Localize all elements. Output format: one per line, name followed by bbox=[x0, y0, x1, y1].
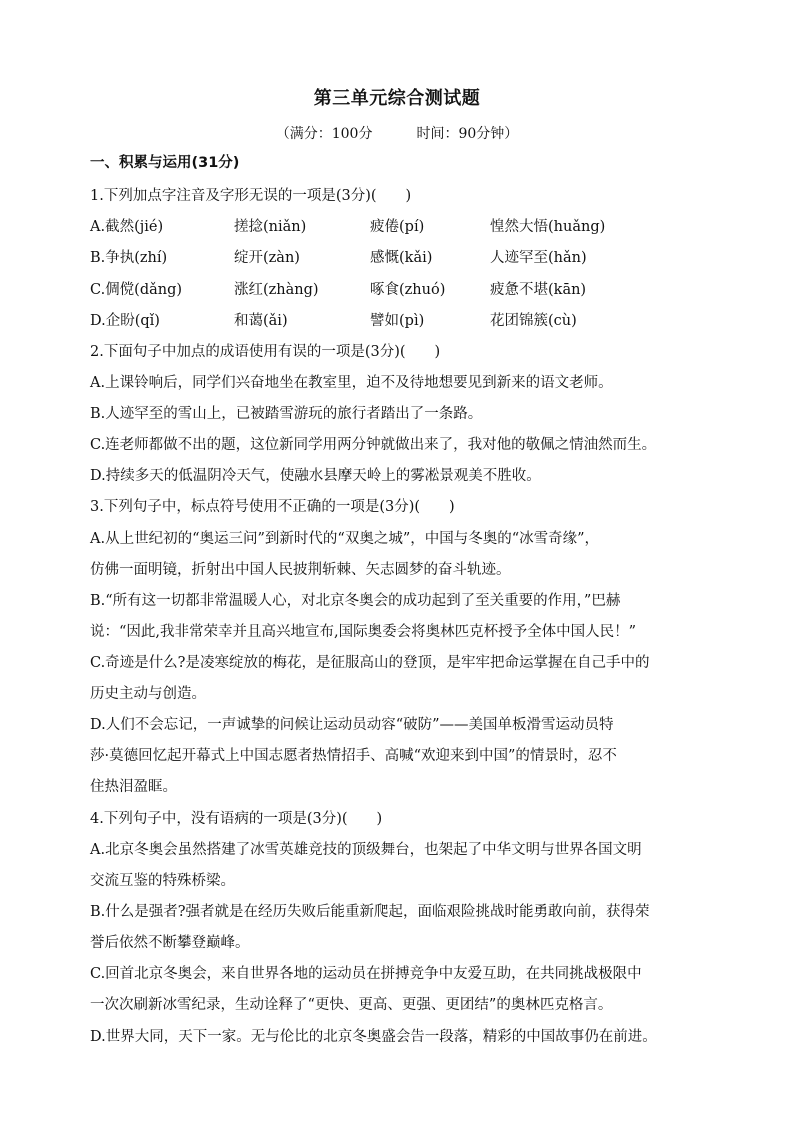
q1-option: 惶然大悟(huǎng) bbox=[490, 219, 606, 235]
q4-option-b: B.什么是强者?强者就是在经历失败后能重新爬起，面临艰险挑战时能勇敢向前，获得荣 bbox=[90, 904, 650, 920]
q2-option-c: C.连老师都做不出的题，这位新同学用两分钟就做出来了，我对他的敬佩之情油然而生。 bbox=[90, 437, 657, 453]
question-3-stem: 3.下列句子中，标点符号使用不正确的一项是(3分)( ) bbox=[90, 499, 455, 515]
q1-option: 搓捻(niǎn) bbox=[234, 219, 307, 235]
q1-option: C.倜傥(dǎng) bbox=[90, 282, 183, 298]
q1-option: 疲惫不堪(kān) bbox=[490, 282, 587, 298]
q4-option-d: D.世界大同，天下一家。无与伦比的北京冬奥盛会告一段落，精彩的中国故事仍在前进。 bbox=[90, 1029, 657, 1045]
q3-option-b-cont: 说：“因此,我非常荣幸并且高兴地宣布,国际奥委会将奥林匹克杯授予全体中国人民！” bbox=[90, 624, 637, 640]
q1-option: 和蔼(ǎi) bbox=[234, 313, 288, 329]
q3-option-a: A.从上世纪初的“奥运三问”到新时代的“双奥之城”，中国与冬奥的“冰雪奇缘”， bbox=[90, 531, 600, 547]
q1-option: 人迹罕至(hǎn) bbox=[490, 250, 587, 266]
q1-option: 疲倦(pí) bbox=[370, 219, 425, 235]
q3-option-c-cont: 历史主动与创造。 bbox=[90, 686, 206, 702]
q1-option: B.争执(zhí) bbox=[90, 250, 168, 266]
question-1-stem: 1.下列加点字注音及字形无误的一项是(3分)( ) bbox=[90, 188, 412, 204]
q3-option-c: C.奇迹是什么?是凌寒绽放的梅花，是征服高山的登顶，是牢牢把命运掌握在自己手中的 bbox=[90, 655, 650, 671]
q3-option-b: B.“所有这一切都非常温暖人心，对北京冬奥会的成功起到了至关重要的作用，”巴赫 bbox=[90, 593, 621, 609]
section-heading: 一、积累与运用(31分) bbox=[90, 155, 240, 171]
q4-option-a-cont: 交流互鉴的特殊桥梁。 bbox=[90, 873, 235, 889]
q4-option-c-cont: 一次次刷新冰雪纪录，生动诠释了“更快、更高、更强、更团结”的奥林匹克格言。 bbox=[90, 997, 613, 1013]
q2-option-d: D.持续多天的低温阴冷天气，使融水县摩天岭上的雾凇景观美不胜收。 bbox=[90, 468, 541, 484]
q1-option: 绽开(zàn) bbox=[234, 250, 300, 266]
full-score: （满分：100分 bbox=[275, 126, 373, 142]
q1-option: 花团锦簇(cù) bbox=[490, 313, 577, 329]
q4-option-a: A.北京冬奥会虽然搭建了冰雪英雄竞技的顶级舞台，也架起了中华文明与世界各国文明 bbox=[90, 842, 642, 858]
q2-option-b: B.人迹罕至的雪山上，已被踏雪游玩的旅行者踏出了一条路。 bbox=[90, 406, 483, 422]
page-title: 第三单元综合测试题 bbox=[313, 88, 481, 109]
q3-option-d-cont: 住热泪盈眶。 bbox=[90, 779, 177, 795]
q1-option: 涨红(zhàng) bbox=[234, 282, 319, 298]
q1-option: A.截然(jié) bbox=[90, 219, 164, 235]
q3-option-d: D.人们不会忘记，一声诚挚的问候让运动员动容“破防”——美国单板滑雪运动员特 bbox=[90, 717, 614, 733]
q3-option-a-cont: 仿佛一面明镜，折射出中国人民披荆斩棘、矢志圆梦的奋斗轨迹。 bbox=[90, 562, 511, 578]
q1-option: D.企盼(qǐ) bbox=[90, 313, 160, 329]
q1-option: 譬如(pì) bbox=[370, 313, 425, 329]
q2-option-a: A.上课铃响后，同学们兴奋地坐在教室里，迫不及待地想要见到新来的语文老师。 bbox=[90, 375, 613, 391]
q4-option-b-cont: 誉后依然不断攀登巅峰。 bbox=[90, 935, 250, 951]
question-4-stem: 4.下列句子中，没有语病的一项是(3分)( ) bbox=[90, 811, 383, 827]
q1-option: 啄食(zhuó) bbox=[370, 282, 446, 298]
q3-option-d-cont: 莎·莫德回忆起开幕式上中国志愿者热情招手、高喊“欢迎来到中国”的情景时，忍不 bbox=[90, 748, 617, 764]
q1-option: 感慨(kǎi) bbox=[370, 250, 433, 266]
q4-option-c: C.回首北京冬奥会，来自世界各地的运动员在拼搏竞争中友爱互助，在共同挑战极限中 bbox=[90, 966, 642, 982]
exam-time: 时间：90分钟） bbox=[416, 126, 519, 142]
question-2-stem: 2.下面句子中加点的成语使用有误的一项是(3分)( ) bbox=[90, 344, 441, 360]
exam-info bbox=[0, 123, 794, 143]
